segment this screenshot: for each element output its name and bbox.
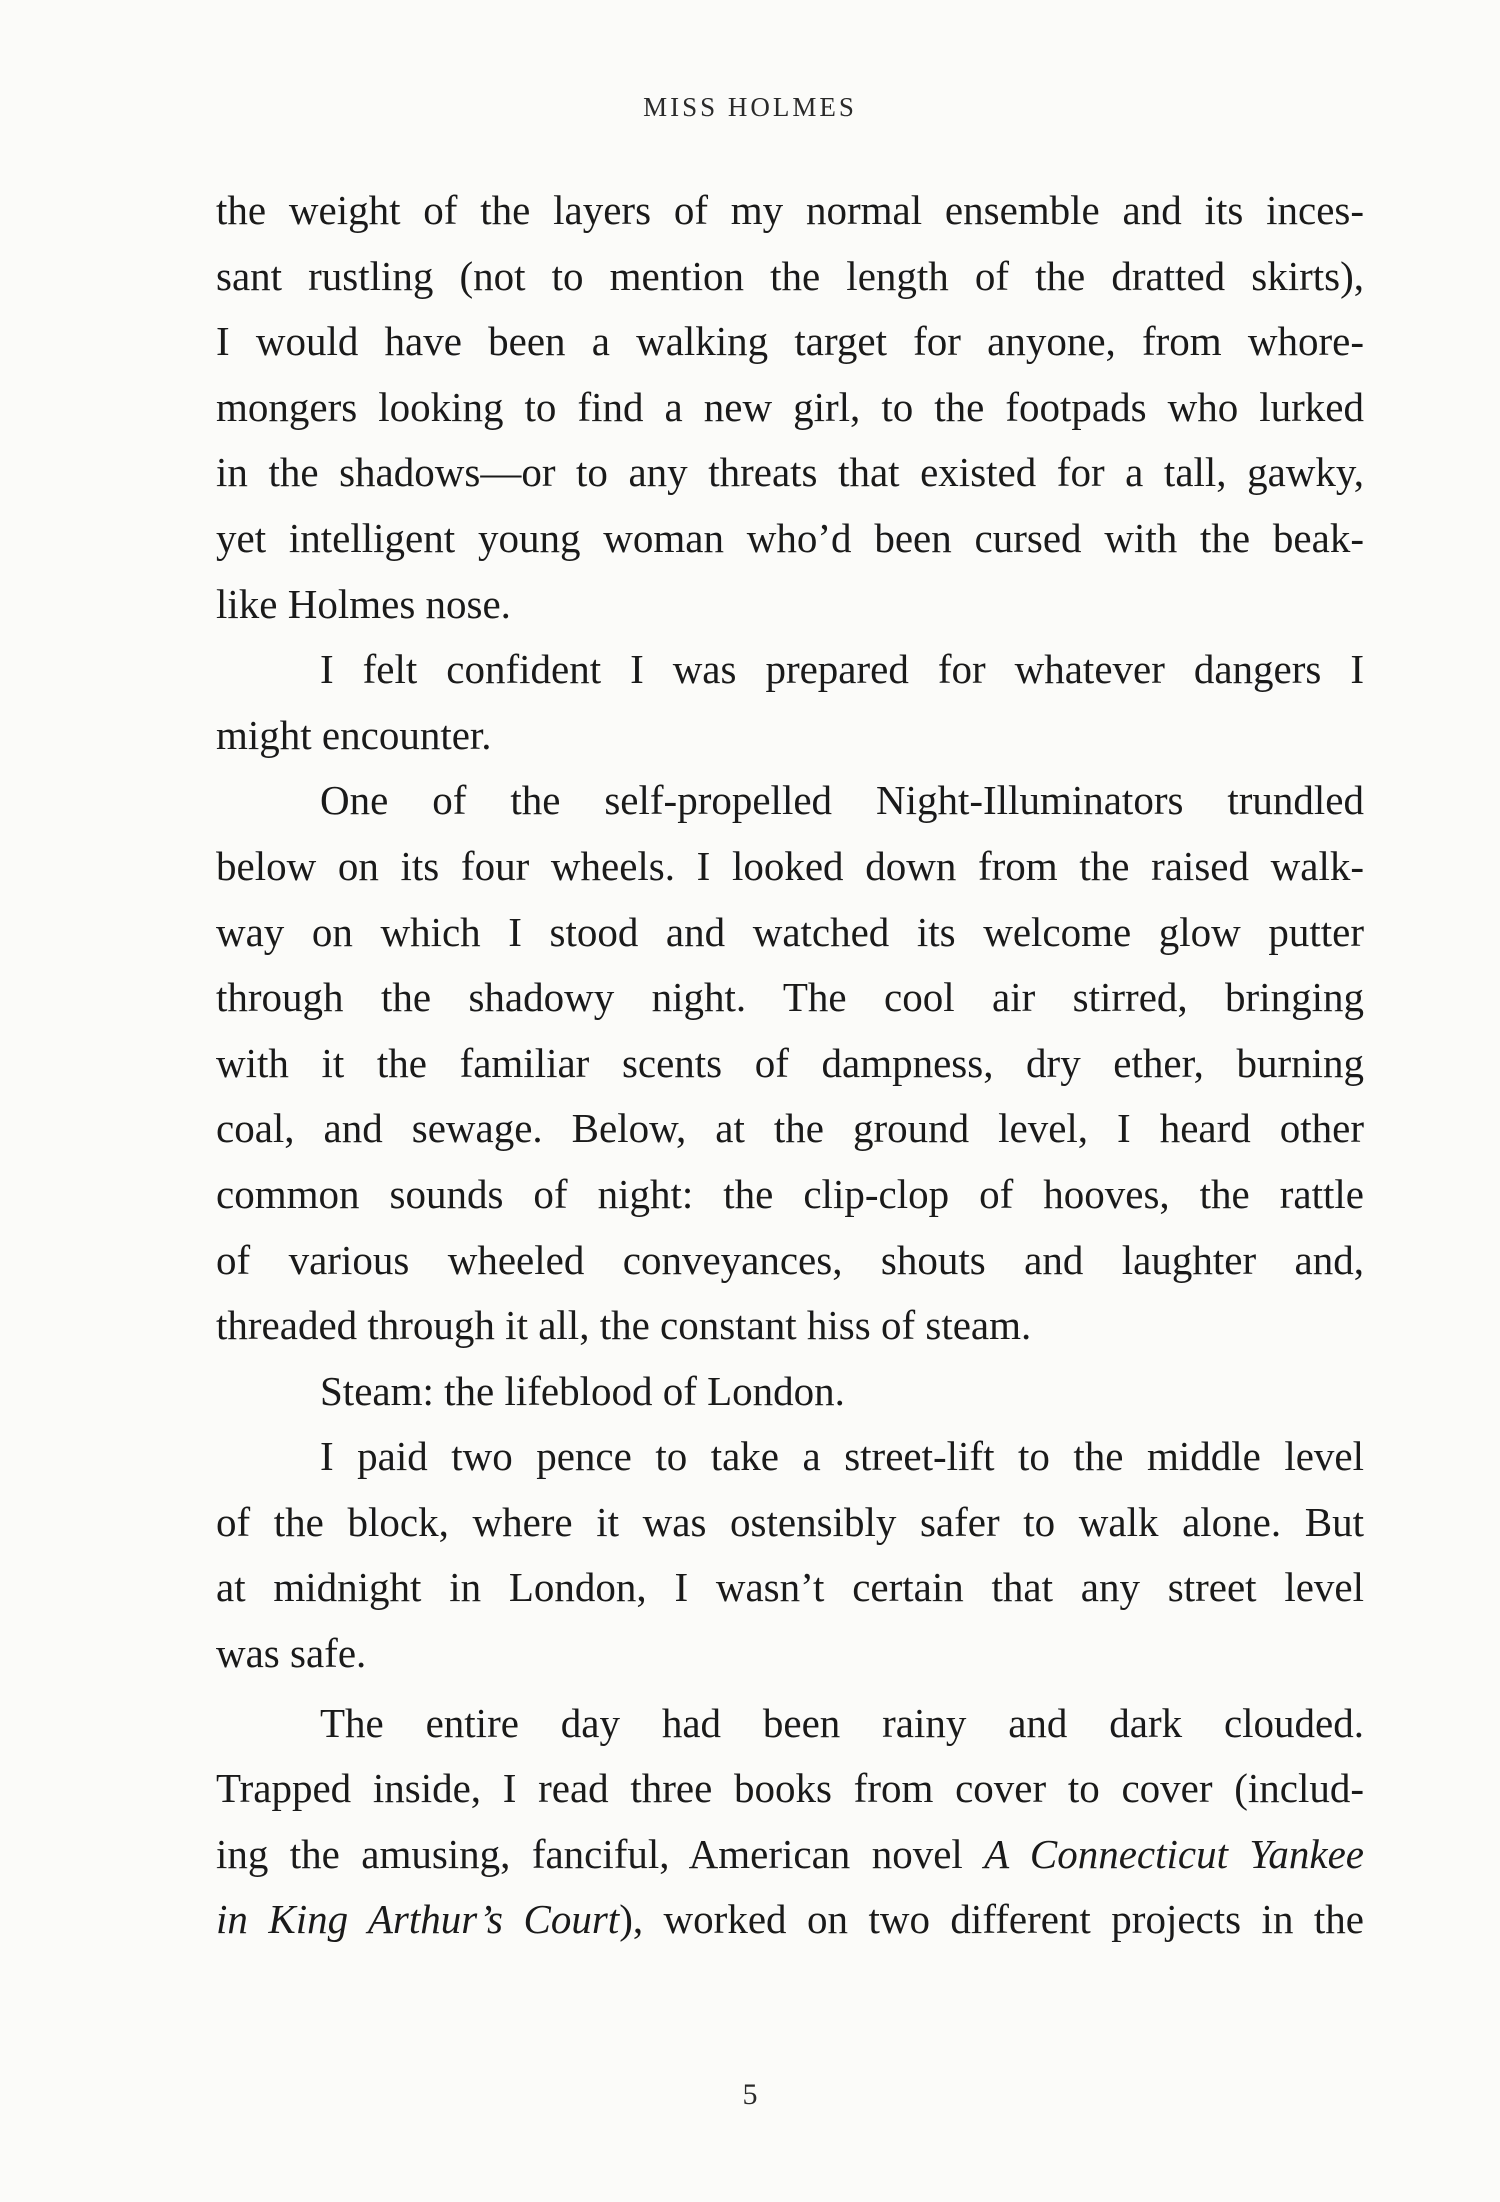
- text-line: The entire day had been rainy and dark clouded.: [320, 1699, 1364, 1746]
- text-line: One of the self-propelled Night-Illuminators trundled: [320, 777, 1364, 824]
- body-text: [216, 178, 1364, 1953]
- text-line: of the block, where it was ostensibly safer to walk alone. But: [216, 1498, 1364, 1545]
- text-line: of various wheeled conveyances, shouts and laughter and,: [216, 1236, 1364, 1283]
- text-line: threaded through it all, the constant hiss of steam.: [216, 1302, 1032, 1349]
- text-line: I felt confident I was prepared for whatever dangers I: [320, 646, 1364, 693]
- text-segment: ing the amusing, fanciful, American novel: [216, 1830, 963, 1877]
- text-line: yet intelligent young woman who’d been cursed with the beak-: [216, 514, 1364, 561]
- text-line: at midnight in London, I wasn’t certain that any street level: [216, 1564, 1364, 1611]
- text-line: like Holmes nose.: [216, 580, 511, 627]
- text-line: the weight of the layers of my normal ensemble and its inces-: [216, 187, 1364, 233]
- text-line: in the shadows—or to any threats that existed for a tall, gawky,: [216, 449, 1364, 496]
- running-head: MISS HOLMES: [643, 92, 857, 122]
- text-line: [216, 1822, 1364, 1888]
- text-line: common sounds of night: the clip-clop of hooves, the rattle: [216, 1170, 1364, 1217]
- text-line: [216, 1887, 1364, 1953]
- text-line: with it the familiar scents of dampness, dry ether, burning: [216, 1039, 1364, 1086]
- text-line: way on which I stood and watched its welcome glow putter: [216, 908, 1364, 955]
- text-segment: ), worked on two different projects in the: [619, 1896, 1364, 1943]
- book-title-italic: A Connecticut Yankee: [984, 1830, 1364, 1877]
- text-line: I would have been a walking target for anyone, from whore-: [216, 318, 1364, 365]
- text-line: mongers looking to find a new girl, to the footpads who lurked: [216, 383, 1364, 430]
- text-line: might encounter.: [216, 711, 492, 758]
- text-line: was safe.: [216, 1630, 367, 1677]
- text-line: Trapped inside, I read three books from cover to cover (includ-: [216, 1765, 1364, 1812]
- text-line: I paid two pence to take a street-lift to the middle level: [320, 1433, 1364, 1480]
- page-number: 5: [742, 2078, 758, 2111]
- text-line: coal, and sewage. Below, at the ground level, I heard other: [216, 1105, 1364, 1152]
- text-line: sant rustling (not to mention the length of the dratted skirts),: [216, 252, 1364, 299]
- text-line: below on its four wheels. I looked down from the raised walk-: [216, 842, 1364, 889]
- text-line: Steam: the lifeblood of London.: [320, 1367, 845, 1414]
- text-line: through the shadowy night. The cool air stirred, bringing: [216, 974, 1364, 1021]
- book-title-italic: in King Arthur’s Court: [216, 1896, 620, 1943]
